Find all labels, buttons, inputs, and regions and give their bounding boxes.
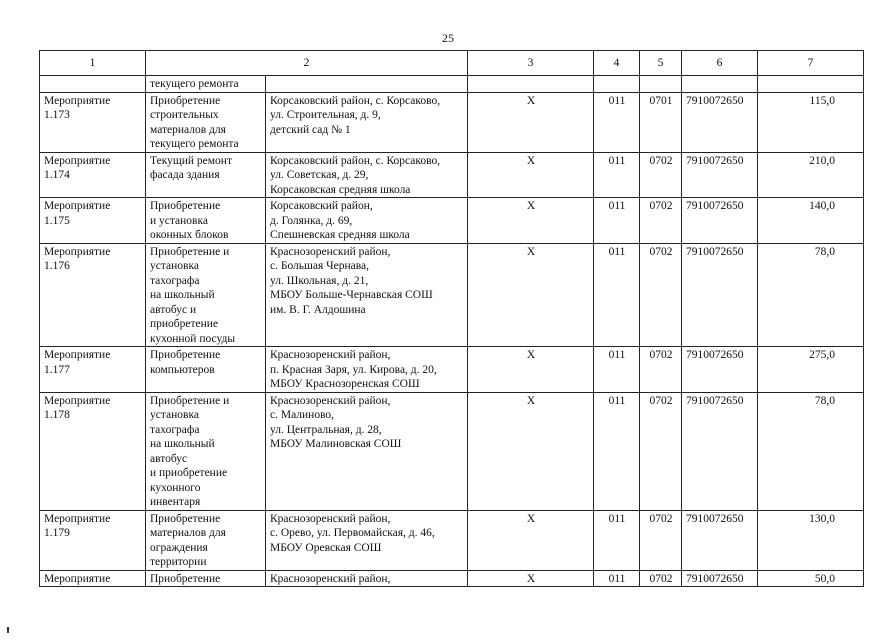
activity-name-cell: Текущий ремонт фасада здания — [146, 152, 266, 198]
activity-name-cell: Приобретение строительных материалов для текущего ремонта — [146, 92, 266, 152]
continuation-empty-cell — [40, 76, 146, 93]
table-row — [40, 570, 864, 587]
activity-section-cell: 0701 — [640, 92, 682, 152]
activity-x-cell: X — [468, 510, 594, 570]
activity-x-cell: X — [468, 347, 594, 393]
activity-target-cell: 7910072650 — [682, 510, 758, 570]
budget-table — [39, 50, 864, 587]
activity-id-cell: Мероприятие 1.176 — [40, 243, 146, 347]
activity-address-cell: Краснозоренский район, с. Малиново, ул. Центральная, д. 28, МБОУ Малиновская СОШ — [266, 392, 468, 510]
activity-id-cell: Мероприятие 1.175 — [40, 198, 146, 244]
activity-amount-cell: 50,0 — [758, 570, 864, 587]
header-cell-2: 2 — [146, 51, 468, 76]
activity-address-cell: Корсаковский район, д. Голянка, д. 69, Спешневская средняя школа — [266, 198, 468, 244]
table-row — [40, 92, 864, 152]
activity-section-cell: 0702 — [640, 510, 682, 570]
header-cell-7: 7 — [758, 51, 864, 76]
activity-name-cell: Приобретение и установка тахографа на школьный автобус и приобретение кухонной посуды — [146, 243, 266, 347]
activity-amount-cell: 210,0 — [758, 152, 864, 198]
activity-section-cell: 0702 — [640, 243, 682, 347]
activity-name-cell: Приобретение — [146, 570, 266, 587]
continuation-name-cell: текущего ремонта — [146, 76, 266, 93]
activity-x-cell: X — [468, 198, 594, 244]
activity-x-cell: X — [468, 392, 594, 510]
activity-target-cell: 7910072650 — [682, 198, 758, 244]
activity-amount-cell: 140,0 — [758, 198, 864, 244]
activity-amount-cell: 115,0 — [758, 92, 864, 152]
activity-target-cell: 7910072650 — [682, 243, 758, 347]
continuation-row — [40, 76, 864, 93]
activity-amount-cell: 78,0 — [758, 243, 864, 347]
activity-name-cell: Приобретение материалов для ограждения территории — [146, 510, 266, 570]
activity-address-cell: Краснозоренский район, — [266, 570, 468, 587]
header-cell-1: 1 — [40, 51, 146, 76]
activity-id-cell: Мероприятие 1.174 — [40, 152, 146, 198]
activity-target-cell: 7910072650 — [682, 392, 758, 510]
activity-id-cell: Мероприятие 1.178 — [40, 392, 146, 510]
activity-code-cell: 011 — [594, 243, 640, 347]
activity-x-cell: X — [468, 92, 594, 152]
table-row — [40, 152, 864, 198]
activity-address-cell: Корсаковский район, с. Корсаково, ул. Советская, д. 29, Корсаковская средняя школа — [266, 152, 468, 198]
activity-x-cell: X — [468, 243, 594, 347]
activity-code-cell: 011 — [594, 570, 640, 587]
activity-id-cell: Мероприятие 1.177 — [40, 347, 146, 393]
activity-amount-cell: 275,0 — [758, 347, 864, 393]
activity-address-cell: Краснозоренский район, п. Красная Заря, ул. Кирова, д. 20, МБОУ Краснозоренская СОШ — [266, 347, 468, 393]
continuation-empty-cell — [594, 76, 640, 93]
continuation-empty-cell — [266, 76, 468, 93]
activity-amount-cell: 130,0 — [758, 510, 864, 570]
page-number: 25 — [442, 31, 454, 45]
continuation-empty-cell — [468, 76, 594, 93]
table-row — [40, 198, 864, 244]
table-row — [40, 510, 864, 570]
header-cell-4: 4 — [594, 51, 640, 76]
header-cell-5: 5 — [640, 51, 682, 76]
activity-address-cell: Краснозоренский район, с. Большая Чернава, ул. Школьная, д. 21, МБОУ Больше-Чернавская СОШ им. В. Г. Алдошина — [266, 243, 468, 347]
activity-address-cell: Корсаковский район, с. Корсаково, ул. Строительная, д. 9, детский сад № 1 — [266, 92, 468, 152]
activity-id-cell: Мероприятие — [40, 570, 146, 587]
table-row — [40, 243, 864, 347]
activity-name-cell: Приобретение и установка тахографа на школьный автобус и приобретение кухонного инвентаря — [146, 392, 266, 510]
activity-code-cell: 011 — [594, 92, 640, 152]
activity-name-cell: Приобретение компьютеров — [146, 347, 266, 393]
activity-code-cell: 011 — [594, 347, 640, 393]
activity-code-cell: 011 — [594, 392, 640, 510]
activity-code-cell: 011 — [594, 510, 640, 570]
activity-section-cell: 0702 — [640, 198, 682, 244]
activity-id-cell: Мероприятие 1.173 — [40, 92, 146, 152]
activity-amount-cell: 78,0 — [758, 392, 864, 510]
activity-name-cell: Приобретение и установка оконных блоков — [146, 198, 266, 244]
activity-target-cell: 7910072650 — [682, 152, 758, 198]
activity-target-cell: 7910072650 — [682, 347, 758, 393]
activity-id-cell: Мероприятие 1.179 — [40, 510, 146, 570]
header-cell-3: 3 — [468, 51, 594, 76]
table-body — [40, 51, 864, 587]
table-row — [40, 347, 864, 393]
activity-address-cell: Краснозоренский район, с. Орево, ул. Первомайская, д. 46, МБОУ Оревская СОШ — [266, 510, 468, 570]
activity-target-cell: 7910072650 — [682, 92, 758, 152]
activity-section-cell: 0702 — [640, 152, 682, 198]
table-row — [40, 392, 864, 510]
activity-code-cell: 011 — [594, 152, 640, 198]
scan-mark — [7, 627, 9, 633]
header-cell-6: 6 — [682, 51, 758, 76]
activity-x-cell: X — [468, 570, 594, 587]
activity-target-cell: 7910072650 — [682, 570, 758, 587]
activity-section-cell: 0702 — [640, 392, 682, 510]
activity-section-cell: 0702 — [640, 347, 682, 393]
activity-section-cell: 0702 — [640, 570, 682, 587]
table-header-row — [40, 51, 864, 76]
activity-code-cell: 011 — [594, 198, 640, 244]
continuation-empty-cell — [640, 76, 682, 93]
activity-x-cell: X — [468, 152, 594, 198]
continuation-empty-cell — [682, 76, 758, 93]
continuation-empty-cell — [758, 76, 864, 93]
